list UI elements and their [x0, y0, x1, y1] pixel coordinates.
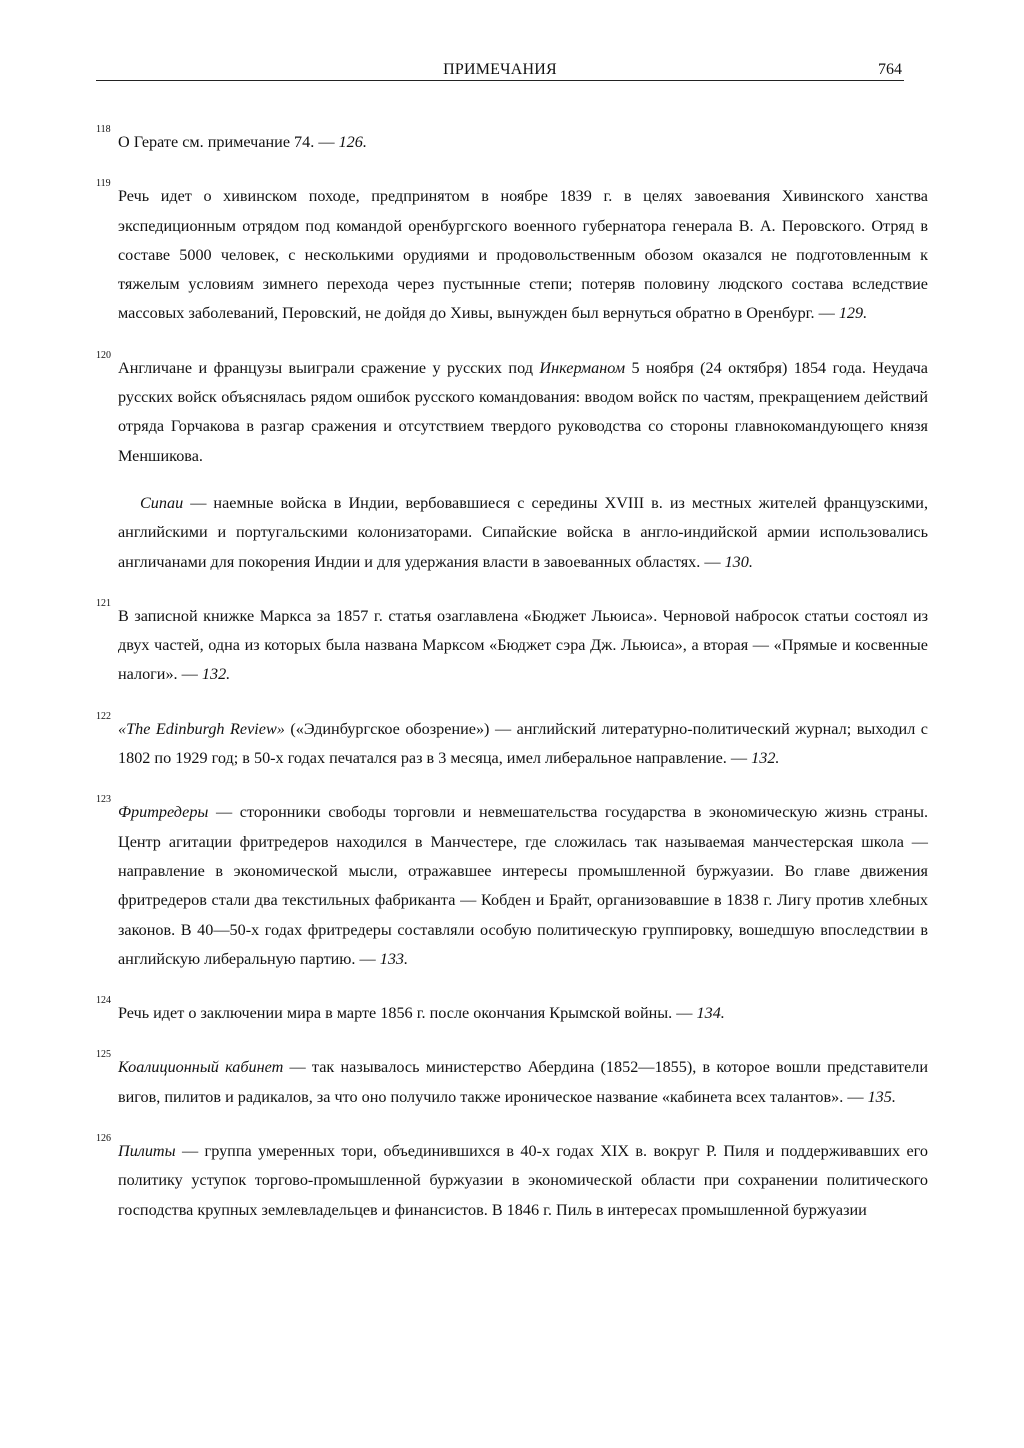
- note-text: В записной книжке Маркса за 1857 г. статья озаглавлена «Бюджет Льюиса». Черновой набросок статьи состоял из двух частей, одна из которых была названа Марксом «Бюджет сэра Дж. Льюиса», а вторая — «Прямые и косвенные налоги». —: [118, 606, 928, 684]
- note-number: 120: [96, 349, 111, 361]
- page-reference: 133.: [379, 949, 409, 968]
- note-text: Англичане и французы выиграли сражение у русских под: [118, 358, 540, 377]
- note-number: 124: [96, 995, 111, 1007]
- running-header: [96, 60, 904, 81]
- note-text: — сторонники свободы торговли и невмешательства государства в экономическую жизнь страны. Центр агитации фритредеров находился в Манчестере, где сложилась так называемая манчестерская школа — направление в экономической мысли, отражавшее интересы промышленной буржуазии. Во главе движения фритредеров стали два текстильных фабриканта — Кобден и Брайт, организовавшие в 1838 г. Лигу против хлебных законов. В 40—50-х годах фритредеры составляли особую политическую группировку, вошедшую впоследствии в английскую либеральную партию. —: [118, 803, 928, 968]
- page-reference: 126.: [338, 133, 367, 151]
- note-text: — группа умеренных тори, объединившихся в 40-х годах XIX в. вокруг Р. Пиля и поддерживавших его политику уступок торгово-промышленной буржуазии в экономической области при сохранении политического господства крупных землевладельцев и финансистов. В 1846 г. Пиль в интересах промышленной буржуазии: [118, 1142, 928, 1219]
- note-term: Инкерманом: [539, 358, 626, 377]
- note-number: 121: [96, 597, 111, 609]
- page-reference: 130.: [724, 552, 753, 571]
- note-number: 122: [96, 710, 111, 722]
- note-120-continuation: [96, 489, 928, 577]
- note-text: — наемные войска в Индии, вербовавшиеся с середины XVIII в. из местных жителей французскими, английскими и португальскими колонизаторами. Сипайские войска в англо-индийской армии использовались англичанами для покорения Индии и для удержания власти в завоеванных областях. —: [118, 493, 928, 571]
- note-term: Пилиты: [118, 1142, 176, 1161]
- page-reference: 132.: [201, 665, 231, 684]
- note-number: 125: [96, 1049, 111, 1061]
- page-reference: 132.: [751, 749, 780, 768]
- note-number: 123: [96, 794, 111, 806]
- notes-list: [96, 124, 929, 1250]
- note-term: Фритредеры: [118, 803, 209, 822]
- note-124: [96, 995, 928, 1028]
- note-term: «The Edinburgh Review»: [118, 719, 285, 738]
- note-120: [96, 349, 928, 471]
- note-number: 118: [96, 124, 111, 135]
- page-number: 764: [878, 61, 902, 78]
- note-text: Речь идет о хивинском походе, предпринятом в ноябре 1839 г. в целях завоевания Хивинского ханства экспедиционным отрядом под командой оренбургского военного губернатора генерала В. А. Перовского. Отряд в составе 5000 человек, с несколькими орудиями и продовольственным обозом оказался не подготовленным к тяжелым условиям зимнего перехода через пустынные степи; потеряв половину людского состава вследствие массовых заболеваний, Перовский, не дойдя до Хивы, вынужден был вернуться обратно в Оренбург. —: [118, 187, 928, 323]
- note-125: [96, 1049, 929, 1112]
- note-122: [96, 710, 928, 774]
- note-term: Коалиционный кабинет: [118, 1058, 284, 1077]
- note-text: («Эдинбургское обозрение») — английский литературно-политический журнал; выходил с 1802 по 1929 год; в 50-х годах печатался раз в 3 месяца, имел либеральное направление. —: [118, 719, 928, 768]
- page-reference: 135.: [867, 1087, 896, 1106]
- note-number: 126: [96, 1133, 111, 1145]
- note-term: Сипаи: [140, 493, 184, 512]
- note-number: 119: [96, 178, 111, 190]
- note-123: [96, 794, 928, 974]
- note-126: [96, 1133, 928, 1225]
- note-text: Речь идет о заключении мира в марте 1856 г. после окончания Крымской войны. —: [118, 1004, 697, 1023]
- note-121: [96, 597, 928, 690]
- header-title: ПРИМЕЧАНИЯ: [443, 61, 557, 78]
- note-119: [96, 178, 928, 328]
- note-text: — так называлось министерство Абердина (1852—1855), в которое вошли представители вигов, пилитов и радикалов, за что оно получило также ироническое название «кабинета всех талантов». —: [118, 1058, 929, 1106]
- page-reference: 129.: [838, 304, 868, 323]
- note-text-continued: 5 ноября (24 октября) 1854 года. Неудача русских войск объяснялась рядом ошибок русского командования: вводом войск по частям, прекращением действий отряда Горчакова в разгар сражения и отсутствием твердого руководства со стороны главнокомандующего князя Меншикова.: [118, 358, 928, 465]
- page-reference: 134.: [696, 1004, 725, 1023]
- note-118: [96, 124, 928, 157]
- note-text: О Герате см. примечание 74. —: [118, 133, 339, 151]
